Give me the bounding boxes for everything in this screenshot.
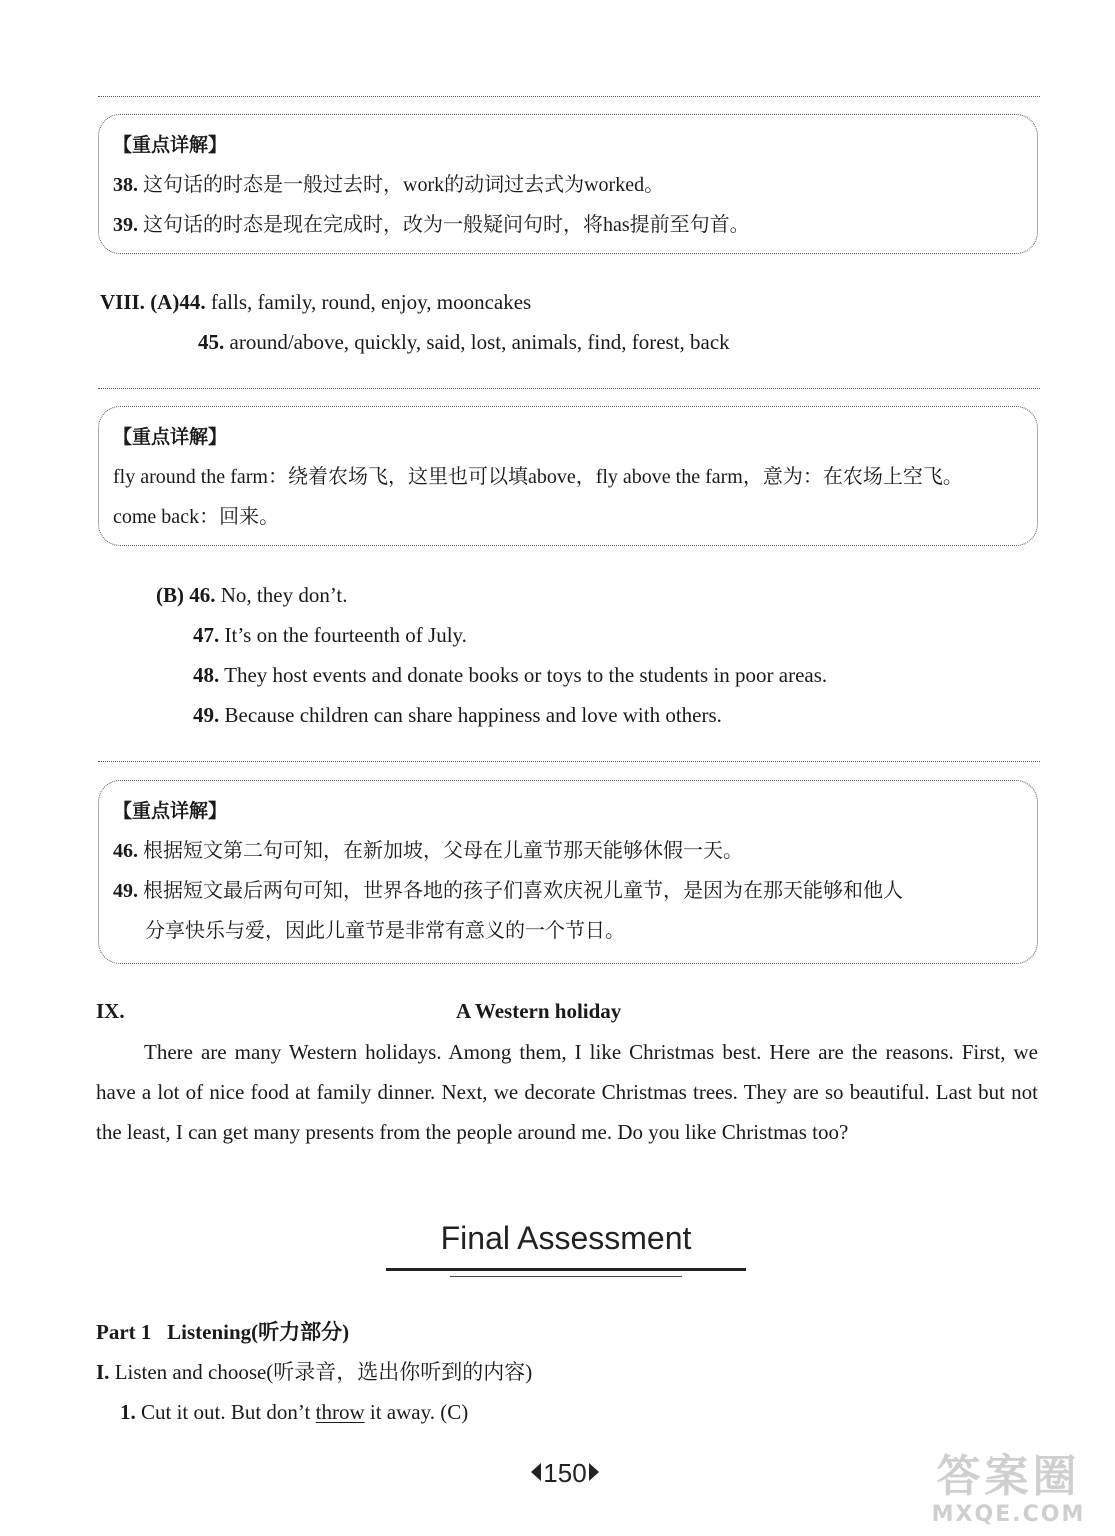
key-points-note-3 (98, 780, 1038, 964)
essay-title: A Western holiday (456, 999, 622, 1023)
section-ix-label: IX. (96, 999, 125, 1023)
triangle-right-icon (589, 1463, 599, 1481)
part-b-label: (B) (156, 583, 184, 607)
watermark-logo: 答案圈 MXQE.COM (931, 1451, 1086, 1527)
note-title: 【重点详解】 (113, 134, 228, 156)
title-rule-thick (386, 1268, 746, 1271)
section-i-heading: I. Listen and choose(听录音，选出你听到的内容) (96, 1360, 533, 1384)
question-1: 1. Cut it out. But don’t throw it away. (C) (120, 1400, 469, 1424)
page-number: 150 (520, 1458, 610, 1489)
final-assessment-title: Final Assessment (440, 1220, 692, 1256)
part1-heading: Part 1 Listening(听力部分) (96, 1320, 350, 1344)
note-item-49-cont: 分享快乐与爱，因此儿童节是非常有意义的一个节日。 (145, 920, 625, 942)
note-title: 【重点详解】 (113, 426, 228, 448)
dotted-divider (98, 96, 1040, 97)
part-a-label: (A) (150, 290, 180, 314)
answer-47: 47. It’s on the fourteenth of July. (193, 623, 467, 647)
note-item-39: 39. 这句话的时态是现在完成时，改为一般疑问句时，将has提前至句首。 (113, 214, 750, 236)
note-line: come back：回来。 (113, 506, 280, 528)
note-title: 【重点详解】 (113, 800, 228, 822)
essay-body (96, 1032, 1038, 1152)
answer-44: VIII. (A)44. falls, family, round, enjoy, mooncakes (100, 290, 532, 314)
answer-48: 48. They host events and donate books or toys to the students in poor areas. (193, 663, 828, 687)
note-item-38: 38. 这句话的时态是一般过去时，work的动词过去式为worked。 (113, 174, 665, 196)
key-points-note-2 (98, 406, 1038, 546)
essay-paragraph: There are many Western holidays. Among them, I like Christmas best. Here are the reasons. First, we have a lot of nice food at family dinner. Next, we decorate Christmas trees. They are so beautiful. Last but not the least, I can get many presents from the people around me. Do you like Christmas too? (96, 1040, 1038, 1144)
answer-45: 45. around/above, quickly, said, lost, animals, find, forest, back (198, 330, 730, 354)
underlined-word: throw (315, 1400, 365, 1424)
answer-45-text: around/above, quickly, said, lost, animals, find, forest, back (229, 330, 730, 354)
section-label: VIII. (100, 290, 145, 314)
dotted-divider (98, 761, 1040, 762)
dotted-divider (98, 388, 1040, 389)
note-item-46: 46. 根据短文第二句可知，在新加坡，父母在儿童节那天能够休假一天。 (113, 840, 743, 862)
triangle-left-icon (531, 1463, 541, 1481)
answer-49: 49. Because children can share happiness and love with others. (193, 703, 722, 727)
answer-44-text: falls, family, round, enjoy, mooncakes (210, 290, 532, 314)
key-points-note-1 (98, 114, 1038, 254)
note-item-49: 49. 根据短文最后两句可知，世界各地的孩子们喜欢庆祝儿童节，是因为在那天能够和他人 (113, 880, 903, 902)
answer-46: (B) 46. No, they don’t. (156, 583, 348, 607)
title-rule-thin (450, 1276, 682, 1277)
note-line: fly around the farm：绕着农场飞，这里也可以填above，fly above the farm，意为：在农场上空飞。 (113, 466, 963, 488)
